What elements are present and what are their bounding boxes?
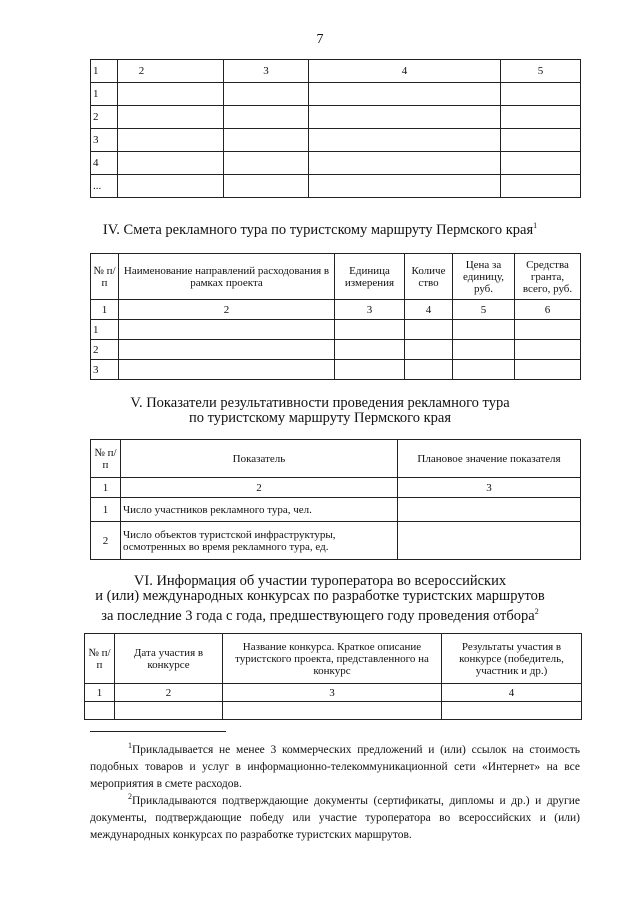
table-cell bbox=[501, 152, 581, 175]
footnote-text: Прикладываются подтверждающие документы (сертификаты, дипломы и др.) и другие документы, подтверждающие победу или участие туроператора во всероссийских и (или) международных конкурсах по разработке туристских маршрутов. bbox=[90, 794, 580, 841]
table-cell bbox=[405, 360, 453, 380]
table-cell bbox=[118, 129, 224, 152]
column-number-row bbox=[85, 684, 582, 702]
table-row bbox=[91, 106, 581, 129]
table-row bbox=[85, 702, 582, 720]
value-cell bbox=[398, 498, 581, 522]
table-cell bbox=[224, 83, 309, 106]
page-number: 7 bbox=[316, 32, 324, 47]
footnote-mark: 2 bbox=[534, 607, 539, 616]
table-cell bbox=[224, 129, 309, 152]
table-cell: 5 bbox=[453, 300, 515, 320]
table-cell bbox=[118, 175, 224, 198]
section-5-title bbox=[0, 396, 640, 426]
table-cell bbox=[442, 702, 582, 720]
table-cell: 4 bbox=[442, 684, 582, 702]
indicators-table bbox=[90, 439, 581, 560]
header-cell: Результаты участия в конкурсе (победитель, участник и др.) bbox=[442, 634, 582, 684]
table-cell: 1 bbox=[91, 300, 119, 320]
header-cell: № п/п bbox=[85, 634, 115, 684]
table-cell bbox=[309, 83, 501, 106]
table-row bbox=[91, 83, 581, 106]
table-cell bbox=[405, 320, 453, 340]
footnote-mark: 2 bbox=[128, 792, 132, 801]
column-number-row bbox=[91, 300, 581, 320]
table-row bbox=[91, 498, 581, 522]
table-cell: 1 bbox=[91, 60, 118, 83]
table-row bbox=[91, 129, 581, 152]
section-6-title-text: за последние 3 года с года, предшествующего году проведения отбора bbox=[101, 607, 535, 624]
table-cell: 2 bbox=[119, 300, 335, 320]
header-cell: Дата участия в конкурсе bbox=[115, 634, 223, 684]
section-5-title-line: V. Показатели результативности проведения рекламного тура bbox=[130, 395, 510, 411]
header-cell: Плановое значение показателя bbox=[398, 440, 581, 478]
table-cell bbox=[453, 320, 515, 340]
table-cell: 3 bbox=[398, 478, 581, 498]
table-row bbox=[91, 152, 581, 175]
table-cell bbox=[224, 106, 309, 129]
column-number-row bbox=[91, 478, 581, 498]
table-cell bbox=[515, 320, 581, 340]
table-row bbox=[91, 360, 581, 380]
table-cell: 2 bbox=[91, 522, 121, 560]
table-cell: 1 bbox=[91, 478, 121, 498]
header-cell: Наименование направлений расходования в рамках проекта bbox=[119, 254, 335, 300]
table-cell bbox=[501, 175, 581, 198]
table-cell bbox=[309, 129, 501, 152]
table-cell bbox=[501, 83, 581, 106]
table-cell: 3 bbox=[223, 684, 442, 702]
table-cell: 2 bbox=[91, 340, 119, 360]
table-cell bbox=[118, 106, 224, 129]
table-cell: 4 bbox=[405, 300, 453, 320]
table-row bbox=[91, 175, 581, 198]
footnote-mark: 1 bbox=[533, 221, 538, 230]
table-cell bbox=[119, 320, 335, 340]
table-cell: 2 bbox=[121, 478, 398, 498]
table-row bbox=[91, 320, 581, 340]
table-cell: 3 bbox=[224, 60, 309, 83]
header-cell: Единица измерения bbox=[335, 254, 405, 300]
table-cell bbox=[115, 702, 223, 720]
footnote-2 bbox=[90, 788, 580, 844]
section-6-title-line: и (или) международных конкурсах по разработке туристских маршрутов bbox=[95, 588, 545, 604]
table-row bbox=[91, 340, 581, 360]
table-cell: 3 bbox=[91, 360, 119, 380]
competitions-table bbox=[84, 633, 582, 720]
table-cell bbox=[405, 340, 453, 360]
table-cell: 2 bbox=[118, 60, 224, 83]
table-cell bbox=[118, 83, 224, 106]
table-cell: 1 bbox=[91, 320, 119, 340]
header-cell: № п/п bbox=[91, 440, 121, 478]
table-cell: 1 bbox=[91, 498, 121, 522]
footnote-separator bbox=[90, 731, 226, 732]
table-cell: 1 bbox=[91, 83, 118, 106]
table-header-row bbox=[91, 254, 581, 300]
table-cell: ... bbox=[91, 175, 118, 198]
table-cell bbox=[119, 360, 335, 380]
value-cell bbox=[398, 522, 581, 560]
header-cell: Название конкурса. Краткое описание туристского проекта, представленного на конкурс bbox=[223, 634, 442, 684]
indicator-cell: Число объектов туристской инфраструктуры, осмотренных во время рекламного тура, ед. bbox=[121, 522, 398, 560]
table-cell bbox=[85, 702, 115, 720]
table-header-row bbox=[85, 634, 582, 684]
footnote-1 bbox=[90, 737, 580, 793]
table-cell bbox=[119, 340, 335, 360]
header-cell: № п/п bbox=[91, 254, 119, 300]
table-row bbox=[91, 522, 581, 560]
section-4-title bbox=[0, 218, 640, 238]
table-cell bbox=[309, 175, 501, 198]
table-cell bbox=[224, 175, 309, 198]
section-6-title-line: VI. Информация об участии туроператора во всероссийских bbox=[133, 573, 507, 589]
table-cell bbox=[224, 152, 309, 175]
table-cell: 2 bbox=[91, 106, 118, 129]
header-cell: Количе ство bbox=[405, 254, 453, 300]
table-header-row bbox=[91, 440, 581, 478]
table-cell: 6 bbox=[515, 300, 581, 320]
header-cell: Средства гранта, всего, руб. bbox=[515, 254, 581, 300]
table-cell bbox=[501, 106, 581, 129]
section-5-title-line: по туристскому маршруту Пермского края bbox=[189, 410, 451, 426]
table-cell bbox=[118, 152, 224, 175]
table-cell bbox=[453, 340, 515, 360]
table-cell: 2 bbox=[115, 684, 223, 702]
table-cell: 3 bbox=[91, 129, 118, 152]
budget-table bbox=[90, 253, 581, 380]
table-cell bbox=[223, 702, 442, 720]
table-cell bbox=[501, 129, 581, 152]
header-cell: Показатель bbox=[121, 440, 398, 478]
continuation-table bbox=[90, 59, 581, 198]
footnote-mark: 1 bbox=[128, 741, 132, 750]
table-cell bbox=[335, 320, 405, 340]
table-cell bbox=[453, 360, 515, 380]
section-6-title-line bbox=[0, 604, 640, 624]
table-cell: 4 bbox=[91, 152, 118, 175]
header-cell: Цена за единицу, руб. bbox=[453, 254, 515, 300]
table-cell bbox=[335, 340, 405, 360]
table-cell bbox=[309, 106, 501, 129]
table-cell bbox=[335, 360, 405, 380]
table-cell: 3 bbox=[335, 300, 405, 320]
indicator-cell: Число участников рекламного тура, чел. bbox=[121, 498, 398, 522]
section-4-title-text: IV. Смета рекламного тура по туристскому маршруту Пермского края bbox=[102, 221, 534, 238]
table-header-row bbox=[91, 60, 581, 83]
table-cell: 1 bbox=[85, 684, 115, 702]
table-cell bbox=[309, 152, 501, 175]
table-cell: 4 bbox=[309, 60, 501, 83]
table-cell bbox=[515, 340, 581, 360]
table-cell: 5 bbox=[501, 60, 581, 83]
footnote-text: Прикладывается не менее 3 коммерческих предложений и (или) ссылок на стоимость подобных товаров и услуг в информационно-телекоммуникационной сети «Интернет» на все мероприятия в смете расходов. bbox=[90, 743, 580, 790]
section-6-title bbox=[0, 574, 640, 624]
table-cell bbox=[515, 360, 581, 380]
